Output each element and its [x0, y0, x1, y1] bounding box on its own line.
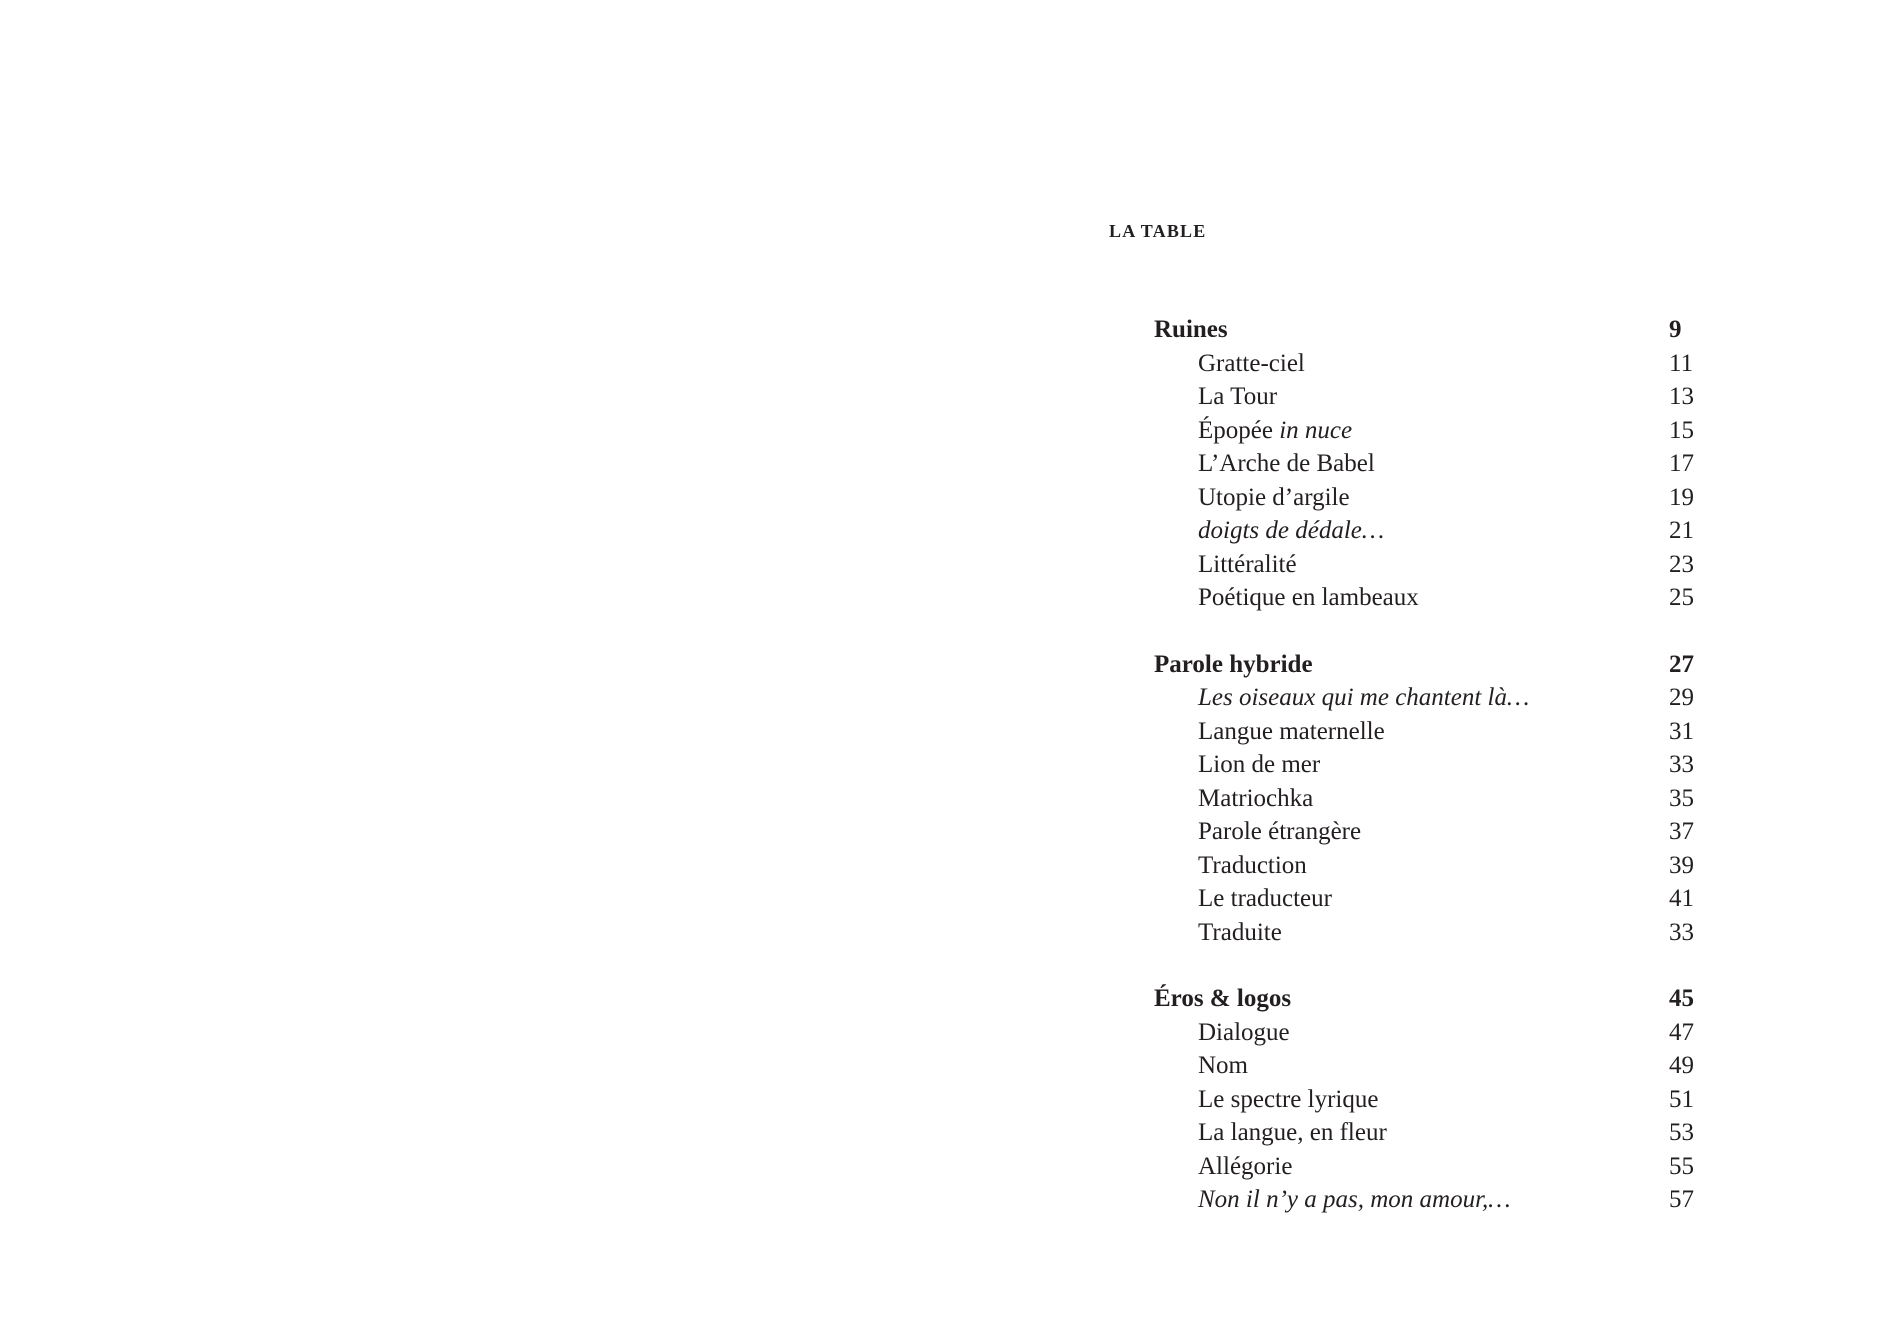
entry-page-number: 15 — [1669, 416, 1694, 444]
entry-page-number: 49 — [1669, 1052, 1694, 1079]
entry-title — [1198, 414, 1352, 448]
entry-page-number: 25 — [1669, 584, 1694, 611]
entry-page-number: 55 — [1669, 1152, 1694, 1180]
toc-entry — [1154, 347, 1696, 381]
toc-entry — [1154, 581, 1696, 615]
entry-title: Littéralité — [1198, 550, 1297, 578]
section-title: Ruines — [1154, 316, 1228, 343]
toc-entry — [1154, 882, 1696, 916]
entry-title-roman: Épopée — [1198, 416, 1280, 444]
entry-title: Le traducteur — [1198, 885, 1332, 912]
toc-entry — [1154, 1016, 1696, 1050]
entry-title: Dialogue — [1198, 1018, 1290, 1046]
entry-title: Traduction — [1198, 851, 1307, 879]
entry-title: Le spectre lyrique — [1198, 1085, 1379, 1113]
table-of-contents — [1154, 313, 1696, 1250]
entry-title: Allégorie — [1198, 1152, 1293, 1180]
toc-section — [1154, 313, 1696, 615]
entry-title: L’Arche de Babel — [1198, 450, 1375, 477]
toc-section — [1154, 648, 1696, 950]
entry-page-number: 51 — [1669, 1085, 1694, 1113]
section-page-number: 9 — [1669, 316, 1682, 343]
entry-page-number: 19 — [1669, 483, 1694, 511]
entry-title: Parole étrangère — [1198, 818, 1362, 845]
section-heading — [1154, 313, 1696, 347]
toc-section — [1154, 982, 1696, 1217]
section-heading — [1154, 648, 1696, 682]
section-page-number: 27 — [1669, 650, 1694, 678]
entry-page-number: 17 — [1669, 450, 1694, 477]
entry-page-number: 23 — [1669, 550, 1694, 578]
toc-entry — [1154, 1116, 1696, 1150]
toc-entry — [1154, 1183, 1696, 1217]
entry-page-number: 13 — [1669, 383, 1694, 410]
toc-entry — [1154, 1083, 1696, 1117]
toc-entry — [1154, 447, 1696, 481]
entry-page-number: 39 — [1669, 851, 1694, 879]
entry-page-number: 33 — [1669, 751, 1694, 778]
toc-entry — [1154, 414, 1696, 448]
entry-page-number: 35 — [1669, 784, 1694, 812]
toc-entry — [1154, 481, 1696, 515]
entry-page-number: 57 — [1669, 1186, 1694, 1213]
toc-entry — [1154, 715, 1696, 749]
running-head: LA TABLE — [1109, 221, 1207, 241]
entry-title: Matriochka — [1198, 784, 1314, 812]
toc-entry — [1154, 782, 1696, 816]
toc-entry — [1154, 916, 1696, 950]
toc-entry — [1154, 815, 1696, 849]
entry-title: Poétique en lambeaux — [1198, 584, 1419, 611]
entry-title: Nom — [1198, 1052, 1248, 1079]
section-title: Éros & logos — [1154, 985, 1292, 1012]
section-heading — [1154, 982, 1696, 1016]
toc-entry — [1154, 849, 1696, 883]
toc-entry — [1154, 514, 1696, 548]
right-page — [945, 0, 1890, 1339]
toc-entry — [1154, 1049, 1696, 1083]
entry-page-number: 33 — [1669, 918, 1694, 946]
entry-title: Langue maternelle — [1198, 717, 1385, 745]
entry-title: Lion de mer — [1198, 751, 1321, 778]
entry-page-number: 11 — [1669, 349, 1694, 377]
toc-entry — [1154, 681, 1696, 715]
section-title: Parole hybride — [1154, 650, 1313, 678]
entry-page-number: 21 — [1669, 517, 1694, 544]
entry-title: Utopie d’argile — [1198, 483, 1350, 511]
toc-entry — [1154, 380, 1696, 414]
entry-page-number: 29 — [1669, 684, 1694, 711]
entry-title: Non il n’y a pas, mon amour,… — [1198, 1186, 1511, 1213]
entry-page-number: 37 — [1669, 818, 1694, 845]
toc-entry — [1154, 548, 1696, 582]
entry-page-number: 41 — [1669, 885, 1694, 912]
entry-title-italic: in nuce — [1279, 416, 1353, 444]
entry-title: doigts de dédale… — [1198, 517, 1385, 544]
entry-title: La langue, en fleur — [1198, 1119, 1387, 1146]
entry-title: Les oiseaux qui me chantent là… — [1198, 684, 1530, 711]
entry-title: Traduite — [1198, 918, 1282, 946]
entry-page-number: 53 — [1669, 1119, 1694, 1146]
entry-title: Gratte-ciel — [1198, 349, 1305, 377]
toc-entry — [1154, 1150, 1696, 1184]
toc-entry — [1154, 748, 1696, 782]
entry-page-number: 47 — [1669, 1018, 1694, 1046]
section-page-number: 45 — [1669, 985, 1694, 1012]
entry-page-number: 31 — [1669, 717, 1694, 745]
entry-title: La Tour — [1198, 383, 1278, 410]
